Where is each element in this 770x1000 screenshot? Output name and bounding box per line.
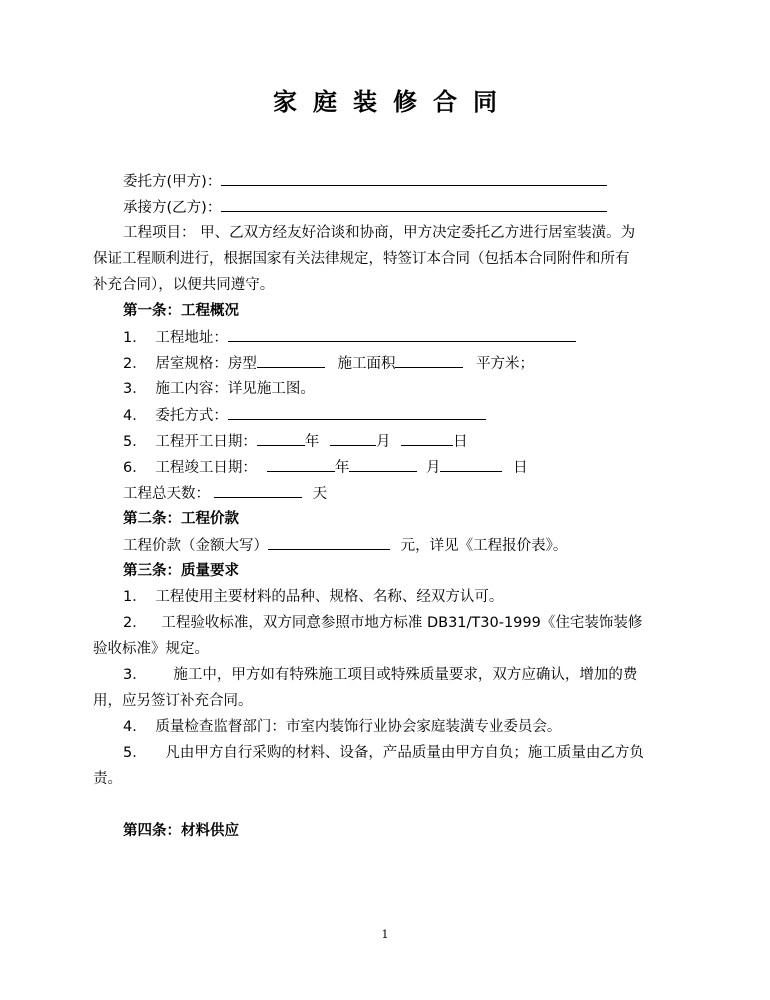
- start-date-label: 工程开工日期：: [155, 434, 257, 450]
- article1-item4: [123, 405, 486, 426]
- room-type-label: 居室规格：房型: [155, 356, 257, 372]
- address-blank: [228, 327, 576, 342]
- self-purchase-text: 凡由甲方自行采购的材料、设备，产品质量由甲方自负；施工质量由乙方负: [165, 745, 644, 761]
- month-label: 月: [375, 434, 391, 450]
- total-days-line: [123, 483, 327, 504]
- article1-heading: 第一条：工程概况: [123, 303, 239, 319]
- area-label: 施工面积: [337, 356, 396, 372]
- article1-item6: [123, 457, 528, 478]
- end-day-blank: [440, 457, 502, 472]
- start-day-blank: [401, 431, 453, 446]
- construction-content: 施工内容：详见施工图。: [155, 381, 315, 397]
- item-number: 4．: [123, 719, 147, 735]
- page-number: 1: [381, 928, 389, 941]
- end-date-label: 工程竣工日期：: [155, 460, 257, 476]
- article4-heading: 第四条：材料供应: [123, 823, 239, 839]
- intro-line-2: 保证工程顺利进行，根据国家有关法律规定，特签订本合同（包括本合同附件和所有: [93, 251, 630, 267]
- year-label: 年: [304, 434, 320, 450]
- article3-item1: [123, 587, 503, 607]
- article2-heading: 第二条：工程价款: [123, 511, 239, 527]
- price-suffix: 元，详见《工程报价表》。: [400, 538, 568, 554]
- party-b-line: [123, 197, 607, 218]
- start-month-blank: [330, 431, 376, 446]
- item-number: 1．: [123, 330, 147, 346]
- article3-item3: [123, 665, 637, 685]
- party-a-blank: [221, 171, 607, 186]
- commission-blank: [228, 405, 486, 420]
- item-number: 3．: [123, 667, 147, 683]
- price-label: 工程价款（金额大写）: [123, 538, 268, 554]
- item-number: 5．: [123, 434, 147, 450]
- total-days-blank: [214, 483, 302, 498]
- end-month-blank: [349, 457, 417, 472]
- document-title: 家庭装修合同: [273, 88, 513, 116]
- article3-heading: 第三条：质量要求: [123, 563, 239, 579]
- article3-item3-cont: 用，应另签订补充合同。: [93, 693, 253, 709]
- item-number: 2．: [123, 615, 147, 631]
- end-year-blank: [267, 457, 335, 472]
- party-a-line: [123, 171, 607, 192]
- intro-line-1: 工程项目： 甲、乙双方经友好洽谈和协商，甲方决定委托乙方进行居室装潢。为: [123, 225, 636, 241]
- article3-item2-cont: 验收标准》规定。: [93, 641, 209, 657]
- area-blank: [395, 353, 463, 368]
- item-number: 3．: [123, 381, 147, 397]
- article1-item2: [123, 353, 534, 374]
- intro-line-3: 补充合同），以便共同遵守。: [93, 277, 275, 293]
- price-blank: [268, 535, 390, 550]
- article3-item2: [123, 613, 642, 633]
- supervision-text: 质量检查监督部门：市室内装饰行业协会家庭装潢专业委员会。: [155, 719, 562, 735]
- total-days-unit: 天: [312, 486, 328, 502]
- item-number: 5．: [123, 745, 147, 761]
- party-b-label: 承接方(乙方)：: [123, 200, 222, 216]
- item-number: 4．: [123, 408, 147, 424]
- item-number: 6．: [123, 460, 147, 476]
- materials-text: 工程使用主要材料的品种、规格、名称、经双方认可。: [155, 589, 504, 605]
- year-label: 年: [334, 460, 350, 476]
- total-days-label: 工程总天数：: [123, 486, 210, 502]
- article3-item5: [123, 743, 644, 763]
- item-number: 1．: [123, 589, 147, 605]
- article3-item4: [123, 717, 561, 737]
- article3-item5-cont: 责。: [93, 771, 122, 787]
- party-a-label: 委托方(甲方)：: [123, 174, 222, 190]
- start-year-blank: [257, 431, 305, 446]
- commission-label: 委托方式：: [155, 408, 228, 424]
- article1-item5: [123, 431, 468, 452]
- price-line: [123, 535, 567, 556]
- month-label: 月: [425, 460, 441, 476]
- article1-item1: [123, 327, 576, 348]
- article1-item3: [123, 379, 315, 399]
- address-label: 工程地址：: [155, 330, 228, 346]
- day-label: 日: [513, 460, 528, 476]
- special-requirement-text: 施工中，甲方如有特殊施工项目或特殊质量要求，双方应确认，增加的费: [173, 667, 638, 683]
- room-type-blank: [257, 353, 325, 368]
- acceptance-standard-text: 工程验收标准，双方同意参照市地方标准 DB31/T30-1999《住宅装饰装修: [161, 615, 643, 631]
- party-b-blank: [221, 197, 607, 212]
- day-label: 日: [453, 434, 468, 450]
- area-unit: 平方米；: [476, 356, 535, 372]
- item-number: 2．: [123, 356, 147, 372]
